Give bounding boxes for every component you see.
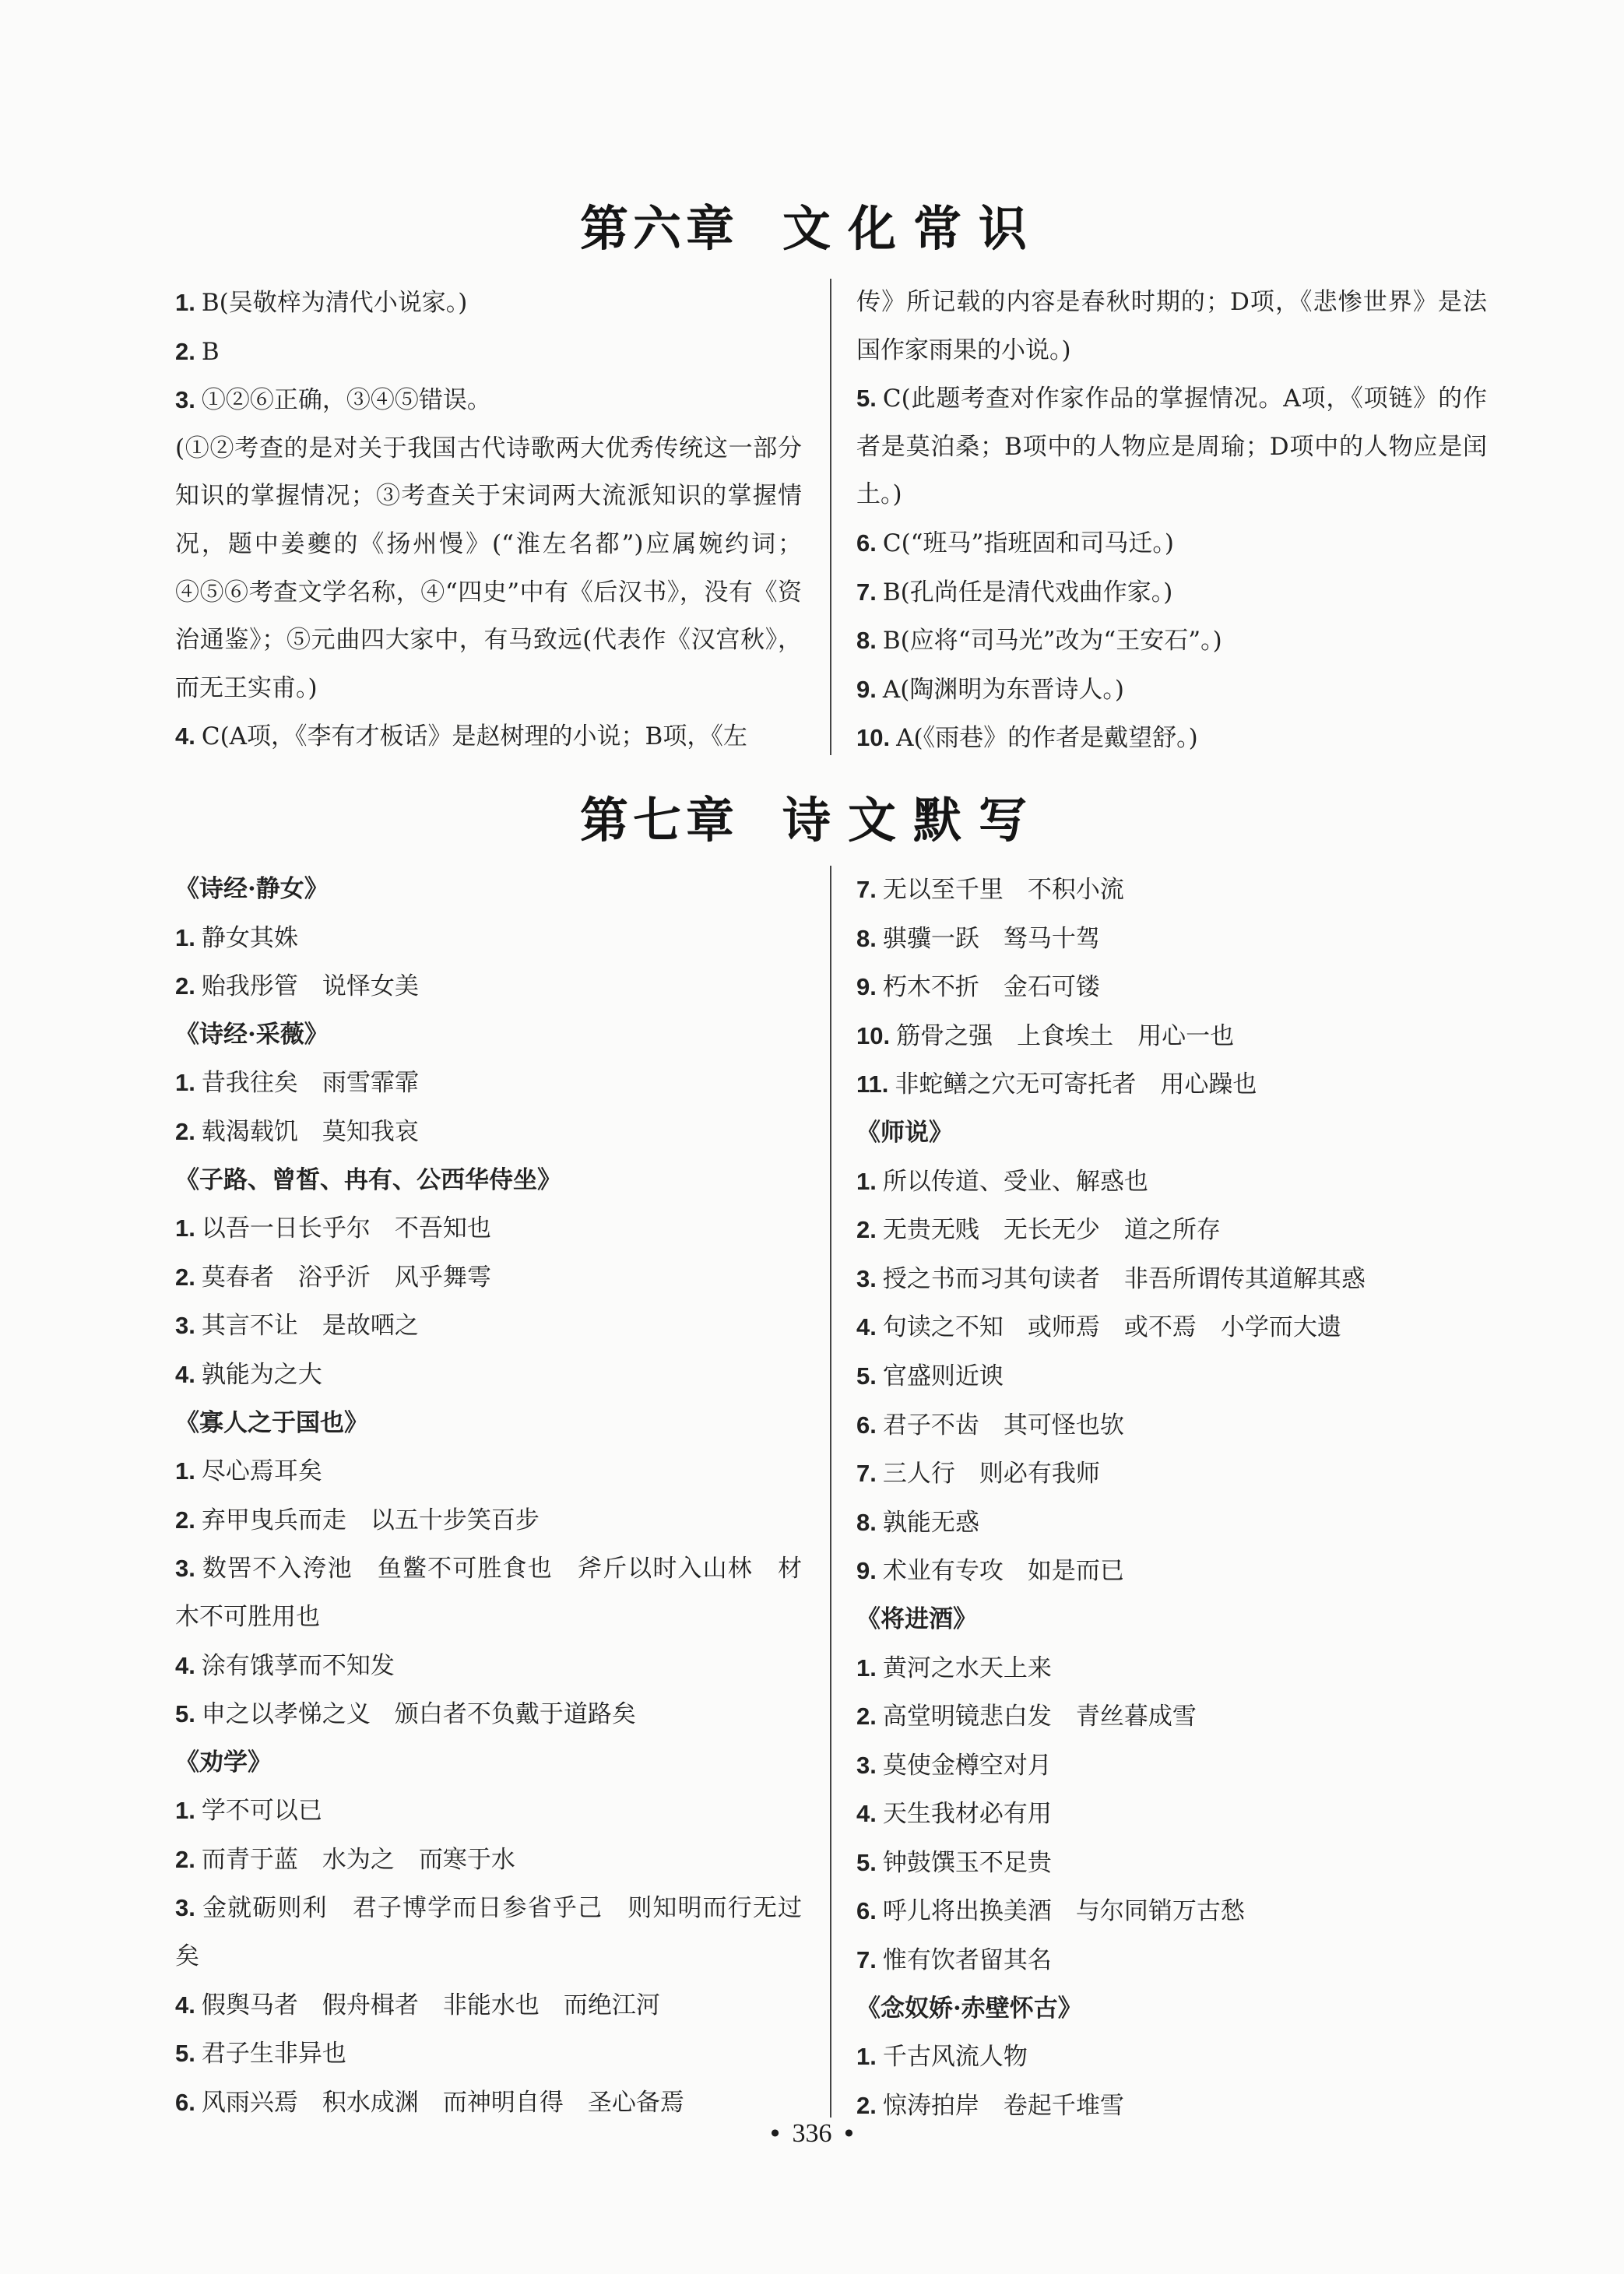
item-number: 1.: [175, 289, 195, 316]
item-number: 1.: [856, 1167, 877, 1195]
item-number: 1.: [175, 1797, 195, 1825]
column-divider: [830, 866, 831, 2118]
item-number: 2.: [856, 1216, 877, 1244]
answer-line: [856, 1060, 1487, 1109]
item-number: 1.: [175, 1214, 195, 1242]
answer-text: 句读之不知 或师焉 或不焉 小学而大遗: [882, 1313, 1341, 1342]
answer-line: [856, 568, 1487, 617]
answer-line: [856, 1012, 1487, 1061]
item-number: 7.: [856, 1460, 877, 1488]
item-number: 3.: [856, 1751, 877, 1779]
answer-line: [856, 1742, 1487, 1791]
answer-text: A(《雨巷》的作者是戴望舒。): [896, 724, 1198, 753]
item-number: 4.: [856, 1800, 877, 1828]
answer-text: B(应将“司马光”改为“王安石”。): [882, 627, 1222, 655]
item-number: 2.: [175, 337, 195, 365]
section-heading: 《将进酒》: [856, 1604, 977, 1633]
answer-text: A(陶渊明为东晋诗人。): [882, 675, 1124, 704]
answer-text: 申之以孝悌之义 颁白者不负戴于道路矣: [201, 1700, 636, 1729]
item-number: 4.: [175, 1651, 195, 1679]
answer-text: 孰能为之大: [201, 1360, 322, 1389]
item-number: 6.: [175, 2088, 195, 2116]
answer-text: B(吴敬梓为清代小说家。): [201, 289, 468, 317]
answer-text: 筋骨之强 上食埃土 用心一也: [896, 1021, 1235, 1050]
answer-text: B: [201, 337, 220, 366]
chapter-7-right-column: [856, 866, 1487, 2130]
chapter-name: 诗文默写: [782, 792, 1045, 849]
answer-line: [856, 1839, 1487, 1888]
answer-text: 无以至千里 不积小流: [882, 876, 1124, 904]
answer-line: [175, 1302, 802, 1351]
answer-text: 其言不让 是故哂之: [201, 1312, 419, 1341]
item-number: 9.: [856, 1557, 877, 1585]
answer-text: 而青于蓝 水为之 而寒于水: [201, 1845, 515, 1874]
answer-line: [175, 425, 802, 713]
section-heading: 《劝学》: [175, 1748, 272, 1777]
item-number: 1.: [175, 1069, 195, 1097]
answer-line: [856, 915, 1487, 964]
answer-text: 弃甲曳兵而走 以五十步笑百步: [201, 1506, 540, 1534]
item-number: 1.: [856, 1654, 877, 1682]
answer-text: 数罟不入洿池 鱼鳖不可胜食也 斧斤以时入山林 材木不可胜用也: [175, 1555, 802, 1631]
answer-line: [175, 1787, 802, 1836]
chapter-6-title: [0, 190, 1624, 259]
answer-text: B(孔尚任是清代戏曲作家。): [882, 578, 1173, 606]
answer-line: [175, 279, 802, 328]
item-number: 10.: [856, 724, 891, 752]
page-number-text: 336: [792, 2119, 832, 2148]
answer-text: 孰能无惑: [882, 1508, 979, 1537]
answer-text: 君子不齿 其可怪也欤: [882, 1411, 1124, 1439]
answer-line: [175, 376, 802, 425]
answer-text: 朽木不折 金石可镂: [882, 973, 1100, 1002]
answer-text: 三人行 则必有我师: [882, 1460, 1100, 1488]
answer-line: [175, 1059, 802, 1108]
chapter-7-left-column: [175, 866, 802, 2127]
column-divider: [830, 279, 831, 755]
item-number: 6.: [856, 529, 877, 557]
answer-line: [175, 1836, 802, 1885]
answer-line: [175, 1447, 802, 1496]
answer-line: [856, 714, 1487, 763]
answer-text: 黄河之水天上来: [882, 1654, 1052, 1682]
answer-text: 学不可以已: [201, 1797, 322, 1826]
answer-text: C(A项，《李有才板话》是赵树理的小说；B项，《左: [201, 722, 747, 751]
item-number: 6.: [856, 1897, 877, 1925]
item-number: 2.: [175, 1845, 195, 1873]
chapter-name: 文化常识: [782, 200, 1045, 257]
answer-line: [856, 617, 1487, 666]
answer-text: 呼儿将出换美酒 与尔同销万古愁: [882, 1897, 1245, 1926]
answer-text: 昔我往矣 雨雪霏霏: [201, 1069, 419, 1098]
answer-line: [856, 1499, 1487, 1548]
page-number: [0, 2119, 1624, 2149]
item-number: 3.: [175, 1555, 195, 1583]
item-number: 5.: [856, 1848, 877, 1876]
item-number: 9.: [856, 675, 877, 703]
item-number: 1.: [175, 1457, 195, 1485]
answer-text: 尽心焉耳矣: [201, 1457, 322, 1486]
answer-text: 以吾一日长乎尔 不吾知也: [201, 1214, 491, 1243]
answer-line: [175, 1351, 802, 1400]
section-heading: 《寡人之于国也》: [175, 1408, 368, 1437]
item-number: 7.: [856, 1946, 877, 1974]
answer-line: [856, 1547, 1487, 1596]
bullet-dot: •: [770, 2119, 780, 2148]
answer-text: 千古风流人物: [882, 2043, 1028, 2072]
answer-line: [856, 1255, 1487, 1304]
answer-line: [175, 1545, 802, 1641]
answer-text: 官盛则近谀: [882, 1362, 1004, 1390]
bullet-dot: •: [844, 2119, 854, 2148]
item-number: 6.: [856, 1411, 877, 1439]
answer-line: [175, 962, 802, 1011]
answer-line: [856, 519, 1487, 568]
answer-line: [856, 866, 1487, 915]
answer-text: 涂有饿莩而不知发: [201, 1651, 395, 1680]
chapter-6-left-column: [175, 279, 802, 761]
item-number: 3.: [175, 386, 195, 414]
answer-line: [856, 1450, 1487, 1499]
answer-text: (①②考查的是对关于我国古代诗歌两大优秀传统这一部分知识的掌握情况；③考查关于宋词两大流派知识的掌握情况，题中姜夔的《扬州慢》(“淮左名都”)应属婉约词；④⑤⑥考查文学名称，④“四史”中有《后汉书》，没有《资治通鉴》；⑤元曲四大家中，有马致远(代表作《汉宫秋》，而无王实甫。): [175, 434, 802, 702]
item-number: 10.: [856, 1021, 891, 1049]
item-number: 4.: [175, 1991, 195, 2019]
answer-line: [856, 1352, 1487, 1401]
answer-line: [175, 1204, 802, 1253]
answer-text: 无贵无贱 无长无少 道之所存: [882, 1216, 1221, 1245]
section-heading: 《念奴娇·赤壁怀古》: [856, 1994, 1082, 2023]
item-number: 8.: [856, 627, 877, 655]
answer-text: 贻我彤管 说怿女美: [201, 972, 419, 1001]
answer-text: 君子生非异也: [201, 2040, 346, 2068]
answer-line: [175, 1981, 802, 2030]
item-number: 2.: [175, 1117, 195, 1145]
section-heading: 《师说》: [856, 1118, 953, 1147]
answer-line: [856, 1692, 1487, 1742]
chapter-6-right-column: [856, 279, 1487, 763]
answer-line: [175, 328, 802, 377]
answer-text: C(此题考查对作家作品的掌握情况。A项，《项链》的作者是莫泊桑；B项中的人物应是周瑜；D项中的人物应是闰土。): [856, 385, 1487, 509]
answer-text: 假舆马者 假舟楫者 非能水也 而绝江河: [201, 1991, 660, 2019]
answer-line: [856, 1303, 1487, 1352]
item-number: 4.: [175, 722, 195, 750]
answer-text: 静女其姝: [201, 923, 298, 952]
answer-text: 惊涛拍岸 卷起千堆雪: [882, 2091, 1124, 2120]
answer-text: 传》所记载的内容是春秋时期的；D项，《悲惨世界》是法国作家雨果的小说。): [856, 288, 1487, 364]
answer-line: [856, 1644, 1487, 1693]
answer-line: [175, 1690, 802, 1739]
answer-line: [856, 374, 1487, 519]
answer-text: 授之书而习其句读者 非吾所谓传其道解其惑: [882, 1264, 1366, 1293]
answer-line: [175, 1253, 802, 1302]
answer-line: [856, 666, 1487, 715]
answer-text: 金就砺则利 君子博学而日参省乎己 则知明而行无过矣: [175, 1894, 802, 1971]
answer-line: [856, 1887, 1487, 1936]
item-number: 3.: [175, 1312, 195, 1340]
item-number: 8.: [856, 1508, 877, 1536]
answer-line: [856, 279, 1487, 374]
answer-text: 所以传道、受业、解惑也: [882, 1167, 1148, 1196]
answer-text: 风雨兴焉 积水成渊 而神明自得 圣心备焉: [201, 2088, 684, 2117]
item-number: 5.: [856, 1362, 877, 1390]
item-number: 2.: [175, 972, 195, 1000]
answer-line: [175, 1496, 802, 1545]
chapter-number: 第六章: [579, 200, 739, 257]
item-number: 1.: [175, 923, 195, 951]
answer-line: [856, 2033, 1487, 2082]
answer-text: 载渴载饥 莫知我哀: [201, 1117, 419, 1146]
chapter-number: 第七章: [579, 792, 739, 849]
answer-line: [175, 914, 802, 963]
item-number: 5.: [856, 385, 877, 413]
answer-text: 莫使金樽空对月: [882, 1751, 1052, 1780]
chapter-7-title: [0, 782, 1624, 851]
item-number: 5.: [175, 1700, 195, 1728]
item-number: 2.: [175, 1506, 195, 1534]
answer-text: 高堂明镜悲白发 青丝暮成雪: [882, 1703, 1197, 1731]
answer-line: [856, 1790, 1487, 1839]
answer-text: 天生我材必有用: [882, 1800, 1052, 1829]
item-number: 3.: [856, 1264, 877, 1292]
answer-text: 钟鼓馔玉不足贵: [882, 1848, 1052, 1877]
answer-line: [175, 1108, 802, 1157]
answer-line: [175, 712, 802, 761]
item-number: 4.: [856, 1313, 877, 1341]
item-number: 11.: [856, 1070, 889, 1098]
item-number: 7.: [856, 876, 877, 903]
answer-line: [856, 1401, 1487, 1450]
item-number: 8.: [856, 924, 877, 952]
answer-line: [175, 1884, 802, 1981]
section-heading: 《诗经·采薇》: [175, 1020, 329, 1049]
answer-text: C(“班马”指班固和司马迁。): [882, 529, 1174, 557]
answer-line: [856, 1206, 1487, 1255]
answer-text: 惟有饮者留其名: [882, 1946, 1052, 1975]
answer-text: 非蛇鳝之穴无可寄托者 用心躁也: [895, 1070, 1257, 1099]
answer-line: [175, 1642, 802, 1691]
item-number: 3.: [175, 1894, 195, 1922]
item-number: 7.: [856, 578, 877, 606]
answer-line: [175, 2030, 802, 2079]
answer-line: [856, 963, 1487, 1012]
answer-text: 骐骥一跃 驽马十驾: [882, 924, 1100, 953]
answer-text: ①②⑥正确，③④⑤错误。: [201, 386, 491, 415]
answer-text: 莫春者 浴乎沂 风乎舞雩: [201, 1263, 491, 1292]
answer-line: [856, 1936, 1487, 1985]
item-number: 1.: [856, 2043, 877, 2071]
item-number: 2.: [175, 1263, 195, 1291]
section-heading: 《子路、曾皙、冉有、公西华侍坐》: [175, 1165, 561, 1194]
item-number: 9.: [856, 973, 877, 1001]
item-number: 5.: [175, 2040, 195, 2068]
item-number: 4.: [175, 1360, 195, 1388]
item-number: 2.: [856, 1703, 877, 1731]
answer-text: 术业有专攻 如是而已: [882, 1557, 1124, 1586]
item-number: 2.: [856, 2091, 877, 2119]
answer-line: [856, 1158, 1487, 1207]
section-heading: 《诗经·静女》: [175, 875, 329, 903]
